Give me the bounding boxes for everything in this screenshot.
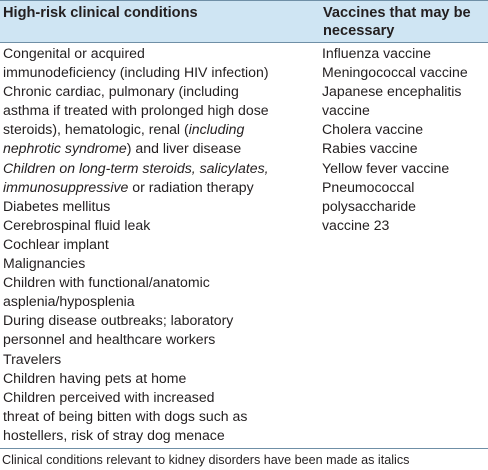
- condition-text: Diabetes mellitus: [3, 197, 111, 214]
- condition-text: Children perceived with increased: [3, 388, 215, 405]
- condition-line: [3, 197, 321, 216]
- vaccines-column: [322, 44, 488, 235]
- condition-text-italic: immunosuppressive: [3, 178, 129, 195]
- condition-line: [3, 63, 321, 82]
- condition-line: [3, 254, 321, 273]
- condition-text: threat of being bitten with dogs such as: [3, 407, 248, 424]
- vaccine-line: Cholera vaccine: [322, 121, 424, 138]
- condition-line: [3, 44, 321, 63]
- condition-text: Congenital or acquired: [3, 45, 145, 61]
- condition-line: [3, 101, 321, 120]
- condition-line: [3, 273, 321, 292]
- condition-line: [3, 82, 321, 101]
- condition-text: or radiation therapy: [128, 178, 254, 195]
- condition-line: [3, 388, 321, 407]
- condition-line: [3, 350, 321, 369]
- condition-text: During disease outbreaks; laboratory: [3, 312, 234, 329]
- condition-line: [3, 311, 321, 330]
- vaccine-line: Rabies vaccine: [322, 140, 418, 157]
- condition-text: Children with functional/anatomic: [3, 274, 210, 291]
- vaccine-line: Pneumococcal: [322, 178, 415, 195]
- condition-line: [3, 369, 321, 388]
- header-vaccines-line1: Vaccines that may be: [323, 5, 471, 21]
- vaccine-line: vaccine 23: [322, 216, 390, 233]
- condition-text: Travelers: [3, 350, 62, 367]
- table-header: [0, 0, 488, 43]
- condition-text: ) and liver disease: [126, 140, 242, 157]
- condition-text: Cochlear implant: [3, 235, 109, 252]
- condition-line: [3, 292, 321, 311]
- condition-line: [3, 120, 321, 139]
- condition-line: [3, 407, 321, 426]
- condition-text-italic: nephrotic syndrome: [3, 140, 127, 157]
- condition-text-italic: including: [188, 121, 245, 138]
- vaccine-line: Influenza vaccine: [322, 45, 431, 61]
- header-conditions: High-risk clinical conditions: [3, 5, 198, 21]
- vaccine-line: polysaccharide: [322, 197, 417, 214]
- condition-line: [3, 216, 321, 235]
- vaccine-line: Japanese encephalitis: [322, 83, 462, 100]
- condition-text: personnel and healthcare workers: [3, 331, 216, 348]
- condition-line: [3, 178, 321, 197]
- condition-line: [3, 139, 321, 158]
- condition-text: Malignancies: [3, 255, 86, 272]
- header-vaccines-line2: necessary: [323, 23, 395, 39]
- condition-text: immunodeficiency (including HIV infection): [3, 64, 269, 81]
- vaccine-line: vaccine: [322, 102, 370, 119]
- header-vaccines: [323, 4, 471, 40]
- footnote: Clinical conditions relevant to kidney disorders have been made as italics: [2, 453, 410, 467]
- condition-text: asthma if treated with prolonged high dose: [3, 102, 269, 119]
- condition-line: [3, 159, 321, 178]
- conditions-column: [3, 44, 321, 445]
- condition-text: asplenia/hyposplenia: [3, 293, 135, 310]
- condition-text: steroids), hematologic, renal (: [3, 121, 189, 138]
- vaccine-line: Yellow fever vaccine: [322, 159, 450, 176]
- condition-text: Children having pets at home: [3, 369, 187, 386]
- condition-line: [3, 235, 321, 254]
- table-bottom-rule: [0, 448, 488, 449]
- vaccine-line: Meningococcal vaccine: [322, 64, 468, 81]
- condition-line: [3, 330, 321, 349]
- condition-line: [3, 426, 321, 445]
- condition-text: Cerebrospinal fluid leak: [3, 216, 151, 233]
- condition-text: hostellers, risk of stray dog menace: [3, 426, 225, 443]
- condition-text: Chronic cardiac, pulmonary (including: [3, 83, 239, 100]
- condition-text-italic: Children on long-term steroids, salicylates,: [3, 159, 269, 176]
- table-body: [0, 43, 488, 448]
